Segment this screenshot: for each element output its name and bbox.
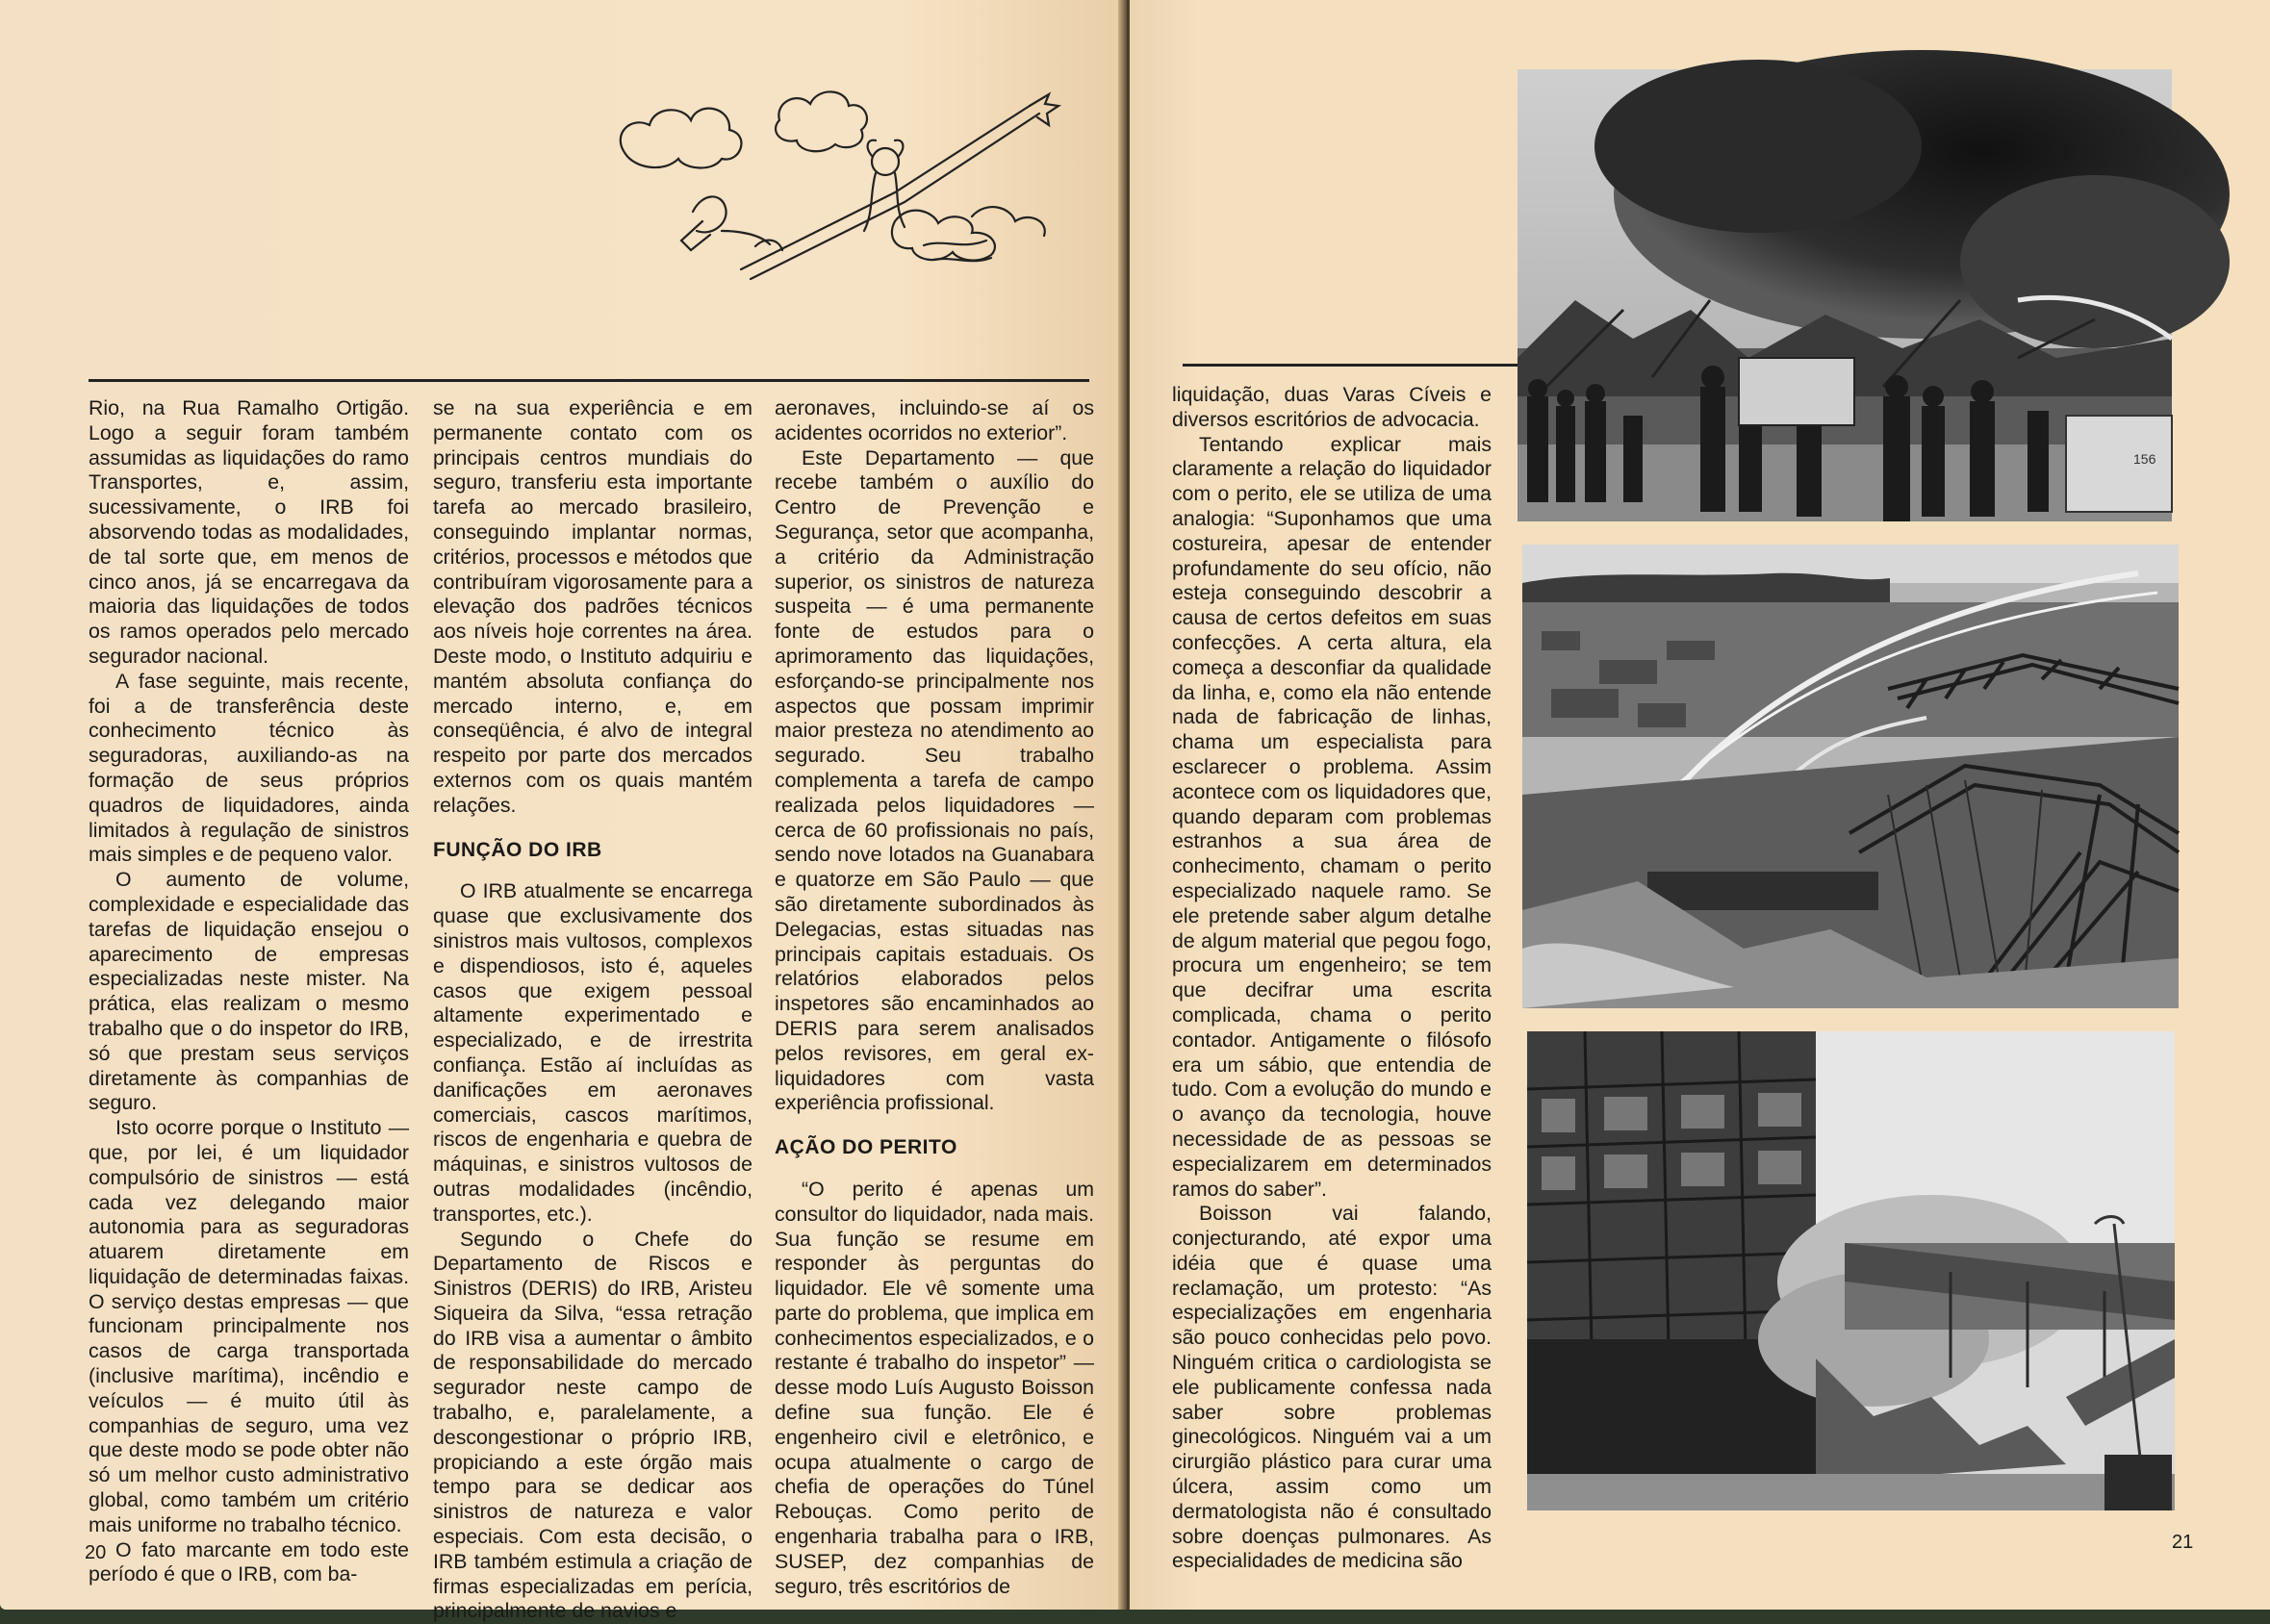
- col4-para-3: Boisson vai falando, conjecturando, até expor uma idéia que é quase uma reclamação, um protesto: “As especializações em engenharia são pouco conhecidas pelo povo. Ninguém critica o cardiologista se ele publicamente confessa nada saber sobre problemas ginecológicos. Ninguém vai a um cirurgião plástico para curar uma úlcera, assim como um dermatologista não é consultado sobre doenças pulmonares. As especialidades de medicina são: [1172, 1202, 1492, 1574]
- col1-para-4: Isto ocorre porque o Instituto — que, por lei, é um liquidador compulsório de sinistros — está cada vez delegando maior autonomia para as seguradoras atuarem diretamente em liquidação de determinadas faixas. O serviço destas empresas — que funcionam principalmente nos casos de carga transportada (inclusive marítima), incêndio e veículos — é muito útil às companhias de seguro, uma vez que deste modo se pode obter não só um melhor custo administrativo global, como também um critério mais uniforme no trabalho técnico.: [89, 1116, 409, 1538]
- top-rule: [89, 379, 1089, 382]
- col1-para-3: O aumento de volume, complexidade e especialidade das tarefas de liquidação ensejou o aparecimento de empresas especializadas neste mister. Na prática, elas realizam o mesmo trabalho que o do inspetor do IRB, só que prestam seus serviços diretamente às companhias de seguro.: [89, 868, 409, 1116]
- col4-para-1: liquidação, duas Varas Cíveis e diversos escritórios de advocacia.: [1172, 383, 1492, 433]
- right-top-rule: [1183, 364, 1535, 367]
- cartoon-illustration: [606, 77, 1087, 289]
- col1-para-1: Rio, na Rua Ramalho Ortigão. Logo a seguir foram também assumidas as liquidações do ramo Transportes, e, assim, sucessivamente, o IRB foi absorvendo todas as modalidades, de tal sorte que, em menos de cinco anos, já se encarregava da maioria das liquidações de todos os ramos operados pelo mercado segurador nacional.: [89, 396, 409, 670]
- column-2: [433, 396, 752, 1624]
- col3-intro-1: aeronaves, incluindo-se aí os acidentes ocorridos no exterior”.: [775, 396, 1094, 446]
- page-number-left: 20: [85, 1542, 106, 1564]
- column-1: [89, 396, 409, 1587]
- col1-para-2: A fase seguinte, mais recente, foi a de transferência deste conhecimento técnico às seguradoras, auxiliando-as na formação de seus próprios quadros de liquidadores, ainda limitados à regulação de sinistros mais simples e de pequeno valor.: [89, 670, 409, 868]
- photo-collapsed-structure: [1522, 545, 2179, 1008]
- photo-burned-building: [1527, 1031, 2175, 1510]
- col2-para-1: O IRB atualmente se encarrega quase que exclusivamente dos sinistros mais vultosos, complexos e dispendiosos, isto é, aqueles casos que exigem pessoal altamente experimentado e especializado, e de irrestrita confiança. Estão aí incluídas as danificações em aeronaves comerciais, cascos marítimos, riscos de engenharia e quebra de máquinas, e sinistros vultosos de outras modalidades (incêndio, transportes, etc.).: [433, 879, 752, 1227]
- section-heading-funcao: FUNÇÃO DO IRB: [433, 838, 752, 863]
- photo-fire-smoke: [1518, 69, 2172, 521]
- col2-intro: se na sua experiência e em permanente contato com os principais centros mundiais do seguro, transferiu esta importante tarefa ao mercado brasileiro, conseguindo implantar normas, critérios, processos e métodos que contribuíram vigorosamente para a elevação dos padrões técnicos aos níveis hoje correntes na área. Deste modo, o Instituto adquiriu e mantém absoluta confiança do mercado interno, e, em conseqüência, é alvo de integral respeito por parte dos mercados externos com os quais mantém relações.: [433, 396, 752, 819]
- left-page: [0, 0, 1126, 1610]
- col3-para-1: “O perito é apenas um consultor do liquidador, nada mais. Sua função se resume em responder às perguntas do liquidador. Ele vê somente uma parte do problema, que implica em conhecimentos especializados, e o restante é trabalho do inspetor” — desse modo Luís Augusto Boisson define sua função. Ele é engenheiro civil e eletrônico, e ocupa atualmente o cargo de chefia de operações do Túnel Rebouças. Como perito de engenharia trabalha para o IRB, SUSEP, dez companhias de seguro, três escritórios de: [775, 1178, 1094, 1600]
- column-4: [1172, 383, 1492, 1574]
- truck-number: 156: [2133, 451, 2156, 467]
- col4-para-2: Tentando explicar mais claramente a relação do liquidador com o perito, ele se utiliza de uma analogia: “Suponhamos que uma costureira, apesar de entender profundamente do seu ofício, não esteja conseguindo descobrir a causa de certos defeitos em suas confecções. A certa altura, ela começa a desconfiar da qualidade da linha, e, como ela não entende nada de fabricação de linhas, chama um especialista para esclarecer o problema. Assim acontece com os liquidadores que, quando deparam com problemas estranhos a sua área de conhecimento, chamam o perito especializado naquele ramo. Se ele pretende saber algum detalhe de algum material que pegou fogo, procura um engenheiro; se tem que decifrar uma escrita complicada, chama o perito contador. Antigamente o filósofo era um sábio, que entendia de tudo. Com a evolução do mundo e o avanço da tecnologia, houve necessidade de as pessoas se especializarem em determinados ramos do saber”.: [1172, 433, 1492, 1203]
- section-heading-acao: AÇÃO DO PERITO: [775, 1135, 1094, 1160]
- col3-intro-2: Este Departamento — que recebe também o auxílio do Centro de Prevenção e Segurança, setor que acompanha, a critério da Administração superior, os sinistros de natureza suspeita — é uma permanente fonte de estudos para o aprimoramento das liquidações, esforçando-se principalmente nos aspectos que possam imprimir maior presteza no atendimento ao segurado. Seu trabalho complementa a tarefa de campo realizada pelos liquidadores — cerca de 60 profissionais no país, sendo nove lotados na Guanabara e quatorze em São Paulo — que são diretamente subordinados às Delegacias, estas situadas nas principais capitais estaduais. Os relatórios elaborados pelos inspetores são encaminhados ao DERIS para serem analisados pelos revisores, em geral ex-liquidadores com vasta experiência profissional.: [775, 446, 1094, 1117]
- col2-para-2: Segundo o Chefe do Departamento de Riscos e Sinistros (DERIS) do IRB, Aristeu Siqueira da Silva, “essa retração do IRB visa a aumentar o âmbito de responsabilidade do mercado segurador neste campo de trabalho, e, paralelamente, a descongestionar o próprio IRB, propiciando a este órgão mais tempo para se dedicar aos sinistros de natureza e valor especiais. Com esta decisão, o IRB também estimula a criação de firmas especializadas em perícia, principalmente de navios e: [433, 1228, 752, 1624]
- column-3: [775, 396, 1094, 1599]
- right-page: [1130, 0, 2270, 1610]
- col1-para-5: O fato marcante em todo este período é que o IRB, com ba-: [89, 1538, 409, 1588]
- page-number-right: 21: [2172, 1532, 2193, 1554]
